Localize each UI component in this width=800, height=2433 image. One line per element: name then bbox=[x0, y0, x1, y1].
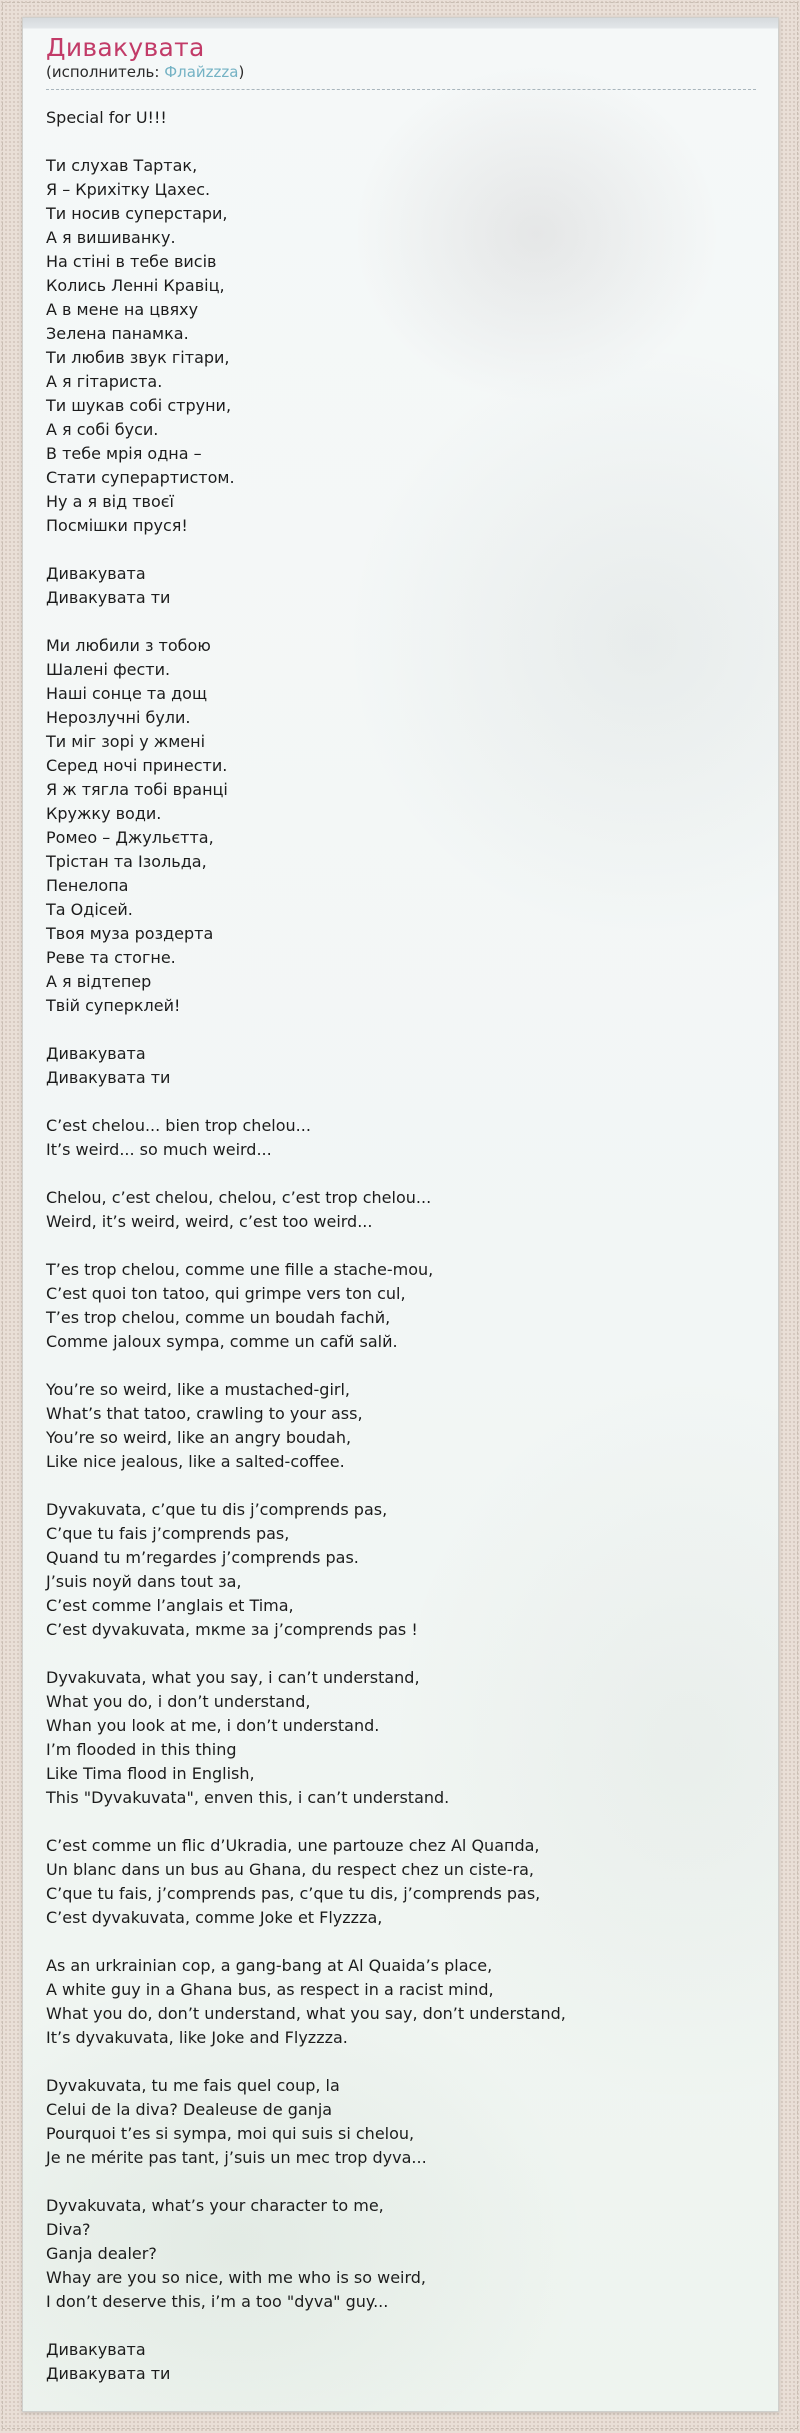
lyric-line: It’s weird... so much weird... bbox=[46, 1140, 272, 1159]
lyric-line: C’que tu fais, j’comprends pas, c’que tu dis, j’comprends pas, bbox=[46, 1884, 541, 1903]
stanza bbox=[46, 1042, 756, 1090]
lyric-line: It’s dyvakuvata, like Joke and Flyzzza. bbox=[46, 2028, 348, 2047]
lyric-line: Я ж тягла тобі вранці bbox=[46, 780, 228, 799]
lyric-line: C’que tu fais j’comprends pas, bbox=[46, 1524, 290, 1543]
lyric-line: C’est chelou... bien trop chelou... bbox=[46, 1116, 311, 1135]
lyric-line: Ти шукав собі струни, bbox=[46, 396, 232, 415]
lyric-line: C’est dyvakuvata, mкme за j’comprends pas ! bbox=[46, 1620, 418, 1639]
stanza bbox=[46, 154, 756, 538]
lyric-line: Ну а я від твоєї bbox=[46, 492, 174, 511]
lyric-line: Ромео – Джульєтта, bbox=[46, 828, 214, 847]
lyric-line: Дивакувата ти bbox=[46, 2364, 171, 2383]
stanza bbox=[46, 2194, 756, 2314]
lyric-line: Je ne mérite pas tant, j’suis un mec trop dyva... bbox=[46, 2148, 427, 2167]
lyric-line: Diva? bbox=[46, 2220, 91, 2239]
lyric-line: C’est comme l’anglais et Tima, bbox=[46, 1596, 294, 1615]
stanza bbox=[46, 1186, 756, 1234]
lyric-line: T’es trop chelou, comme un boudah fachй, bbox=[46, 1308, 391, 1327]
lyric-line: Whan you look at me, i don’t understand. bbox=[46, 1716, 380, 1735]
stanza bbox=[46, 1378, 756, 1474]
lyric-line: Ми любили з тобою bbox=[46, 636, 211, 655]
song-title: Дивакувата bbox=[46, 33, 205, 62]
lyric-line: Dyvakuvata, what’s your character to me, bbox=[46, 2196, 384, 2215]
lyric-line: Like nice jealous, like a salted-coffee. bbox=[46, 1452, 345, 1471]
lyric-line: Dyvakuvata, tu me fais quel coup, la bbox=[46, 2076, 340, 2095]
lyric-line: Whay are you so nice, with me who is so weird, bbox=[46, 2268, 427, 2287]
lyric-line: Special for U!!! bbox=[46, 108, 167, 127]
lyric-line: Ganja dealer? bbox=[46, 2244, 157, 2263]
lyric-line: What you do, don’t understand, what you say, don’t understand, bbox=[46, 2004, 566, 2023]
lyric-line: What’s that tatoo, crawling to your ass, bbox=[46, 1404, 363, 1423]
lyric-line: Посмішки пруся! bbox=[46, 516, 188, 535]
stanza bbox=[46, 2074, 756, 2170]
lyric-line: Ти слухав Тартак, bbox=[46, 156, 198, 175]
lyric-line: Стати суперартистом. bbox=[46, 468, 235, 487]
lyric-line: Наші сонце та дощ bbox=[46, 684, 208, 703]
lyric-line: As an urkrainian cop, a gang-bang at Al Quaida’s place, bbox=[46, 1956, 493, 1975]
lyric-line: Quand tu m’regardes j’comprends pas. bbox=[46, 1548, 359, 1567]
lyric-line: Ти любив звук гітари, bbox=[46, 348, 230, 367]
lyric-line: Зелена панамка. bbox=[46, 324, 189, 343]
lyric-line: Weird, it’s weird, weird, c’est too weird... bbox=[46, 1212, 373, 1231]
lyric-line: Та Одісей. bbox=[46, 900, 133, 919]
lyric-line: Ти міг зорі у жмені bbox=[46, 732, 206, 751]
lyric-line: Like Tima flood in English, bbox=[46, 1764, 255, 1783]
artist-line bbox=[46, 63, 756, 90]
card-content bbox=[23, 29, 778, 2386]
lyric-line: Кружку води. bbox=[46, 804, 162, 823]
stanza bbox=[46, 1834, 756, 1930]
lyric-line: А я гітариста. bbox=[46, 372, 163, 391]
stanza bbox=[46, 562, 756, 610]
lyric-line: Дивакувата ти bbox=[46, 588, 171, 607]
lyric-line: You’re so weird, like an angry boudah, bbox=[46, 1428, 352, 1447]
lyric-line: What you do, i don’t understand, bbox=[46, 1692, 311, 1711]
artist-label-suffix: ) bbox=[238, 63, 245, 81]
lyric-line: C’est dyvakuvata, comme Joke et Flyzzza, bbox=[46, 1908, 383, 1927]
lyric-line: Дивакувата bbox=[46, 1044, 146, 1063]
lyric-line: Колись Ленні Кравіц, bbox=[46, 276, 225, 295]
stanza bbox=[46, 2338, 756, 2386]
stanza bbox=[46, 1258, 756, 1354]
lyric-line: Ти носив суперстари, bbox=[46, 204, 228, 223]
lyric-line: I’m flooded in this thing bbox=[46, 1740, 237, 1759]
stanza bbox=[46, 106, 756, 130]
lyric-line: А я собі буси. bbox=[46, 420, 159, 439]
lyric-line: Пенелопа bbox=[46, 876, 129, 895]
lyric-line: Дивакувата bbox=[46, 2340, 146, 2359]
lyric-line: А в мене на цвяху bbox=[46, 300, 199, 319]
artist-label-prefix: (исполнитель: bbox=[46, 63, 165, 81]
lyric-line: Chelou, c’est chelou, chelou, c’est trop chelou... bbox=[46, 1188, 432, 1207]
stanza bbox=[46, 634, 756, 1018]
lyric-line: Шалені фести. bbox=[46, 660, 171, 679]
lyric-line: Трістан та Ізольда, bbox=[46, 852, 207, 871]
lyric-line: A white guy in a Ghana bus, as respect in a racist mind, bbox=[46, 1980, 494, 1999]
lyric-line: На стіні в тебе висів bbox=[46, 252, 217, 271]
lyric-line: Dyvakuvata, what you say, i can’t understand, bbox=[46, 1668, 420, 1687]
lyric-line: C’est comme un flic d’Ukradia, une partouze chez Al Quaпda, bbox=[46, 1836, 540, 1855]
lyric-line: C’est quoi ton tatoo, qui grimpe vers ton cul, bbox=[46, 1284, 406, 1303]
lyric-line: This "Dyvakuvata", enven this, i can’t understand. bbox=[46, 1788, 450, 1807]
artist-link[interactable]: Флайzzza bbox=[164, 63, 239, 81]
lyric-line: Реве та стогне. bbox=[46, 948, 176, 967]
lyric-line: Дивакувата bbox=[46, 564, 146, 583]
card-top-bar bbox=[23, 18, 778, 29]
lyric-line: А я вишиванку. bbox=[46, 228, 176, 247]
lyric-line: T’es trop chelou, comme une fille a stache-mou, bbox=[46, 1260, 434, 1279]
lyric-line: Pourquoi t’es si sympa, moi qui suis si chelou, bbox=[46, 2124, 415, 2143]
lyric-line: Твій суперклей! bbox=[46, 996, 181, 1015]
lyric-line: Celui de la diva? Dealeuse de ganja bbox=[46, 2100, 333, 2119]
lyric-line: J’suis noyй dans tout за, bbox=[46, 1572, 242, 1591]
lyric-line: Dyvakuvata, c’que tu dis j’comprends pas, bbox=[46, 1500, 388, 1519]
lyrics-card bbox=[22, 17, 779, 2412]
stanza bbox=[46, 1954, 756, 2050]
lyric-line: А я відтепер bbox=[46, 972, 152, 991]
lyric-line: I don’t deserve this, i’m a too "dyva" guy... bbox=[46, 2292, 389, 2311]
lyric-line: В тебе мрія одна – bbox=[46, 444, 202, 463]
lyric-line: Comme jaloux sympa, comme un cafй salй. bbox=[46, 1332, 398, 1351]
stanza bbox=[46, 1666, 756, 1810]
lyric-line: Твоя муза роздерта bbox=[46, 924, 214, 943]
lyric-line: Серед ночі принести. bbox=[46, 756, 228, 775]
lyric-line: Нерозлучні були. bbox=[46, 708, 191, 727]
stanza bbox=[46, 1498, 756, 1642]
stanza bbox=[46, 1114, 756, 1162]
lyrics-text bbox=[46, 106, 756, 2386]
lyric-line: Un blanc dans un bus au Ghana, du respect chez un ciste-ra, bbox=[46, 1860, 534, 1879]
lyric-line: You’re so weird, like a mustached-girl, bbox=[46, 1380, 350, 1399]
lyric-line: Я – Крихітку Цахес. bbox=[46, 180, 211, 199]
lyric-line: Дивакувата ти bbox=[46, 1068, 171, 1087]
